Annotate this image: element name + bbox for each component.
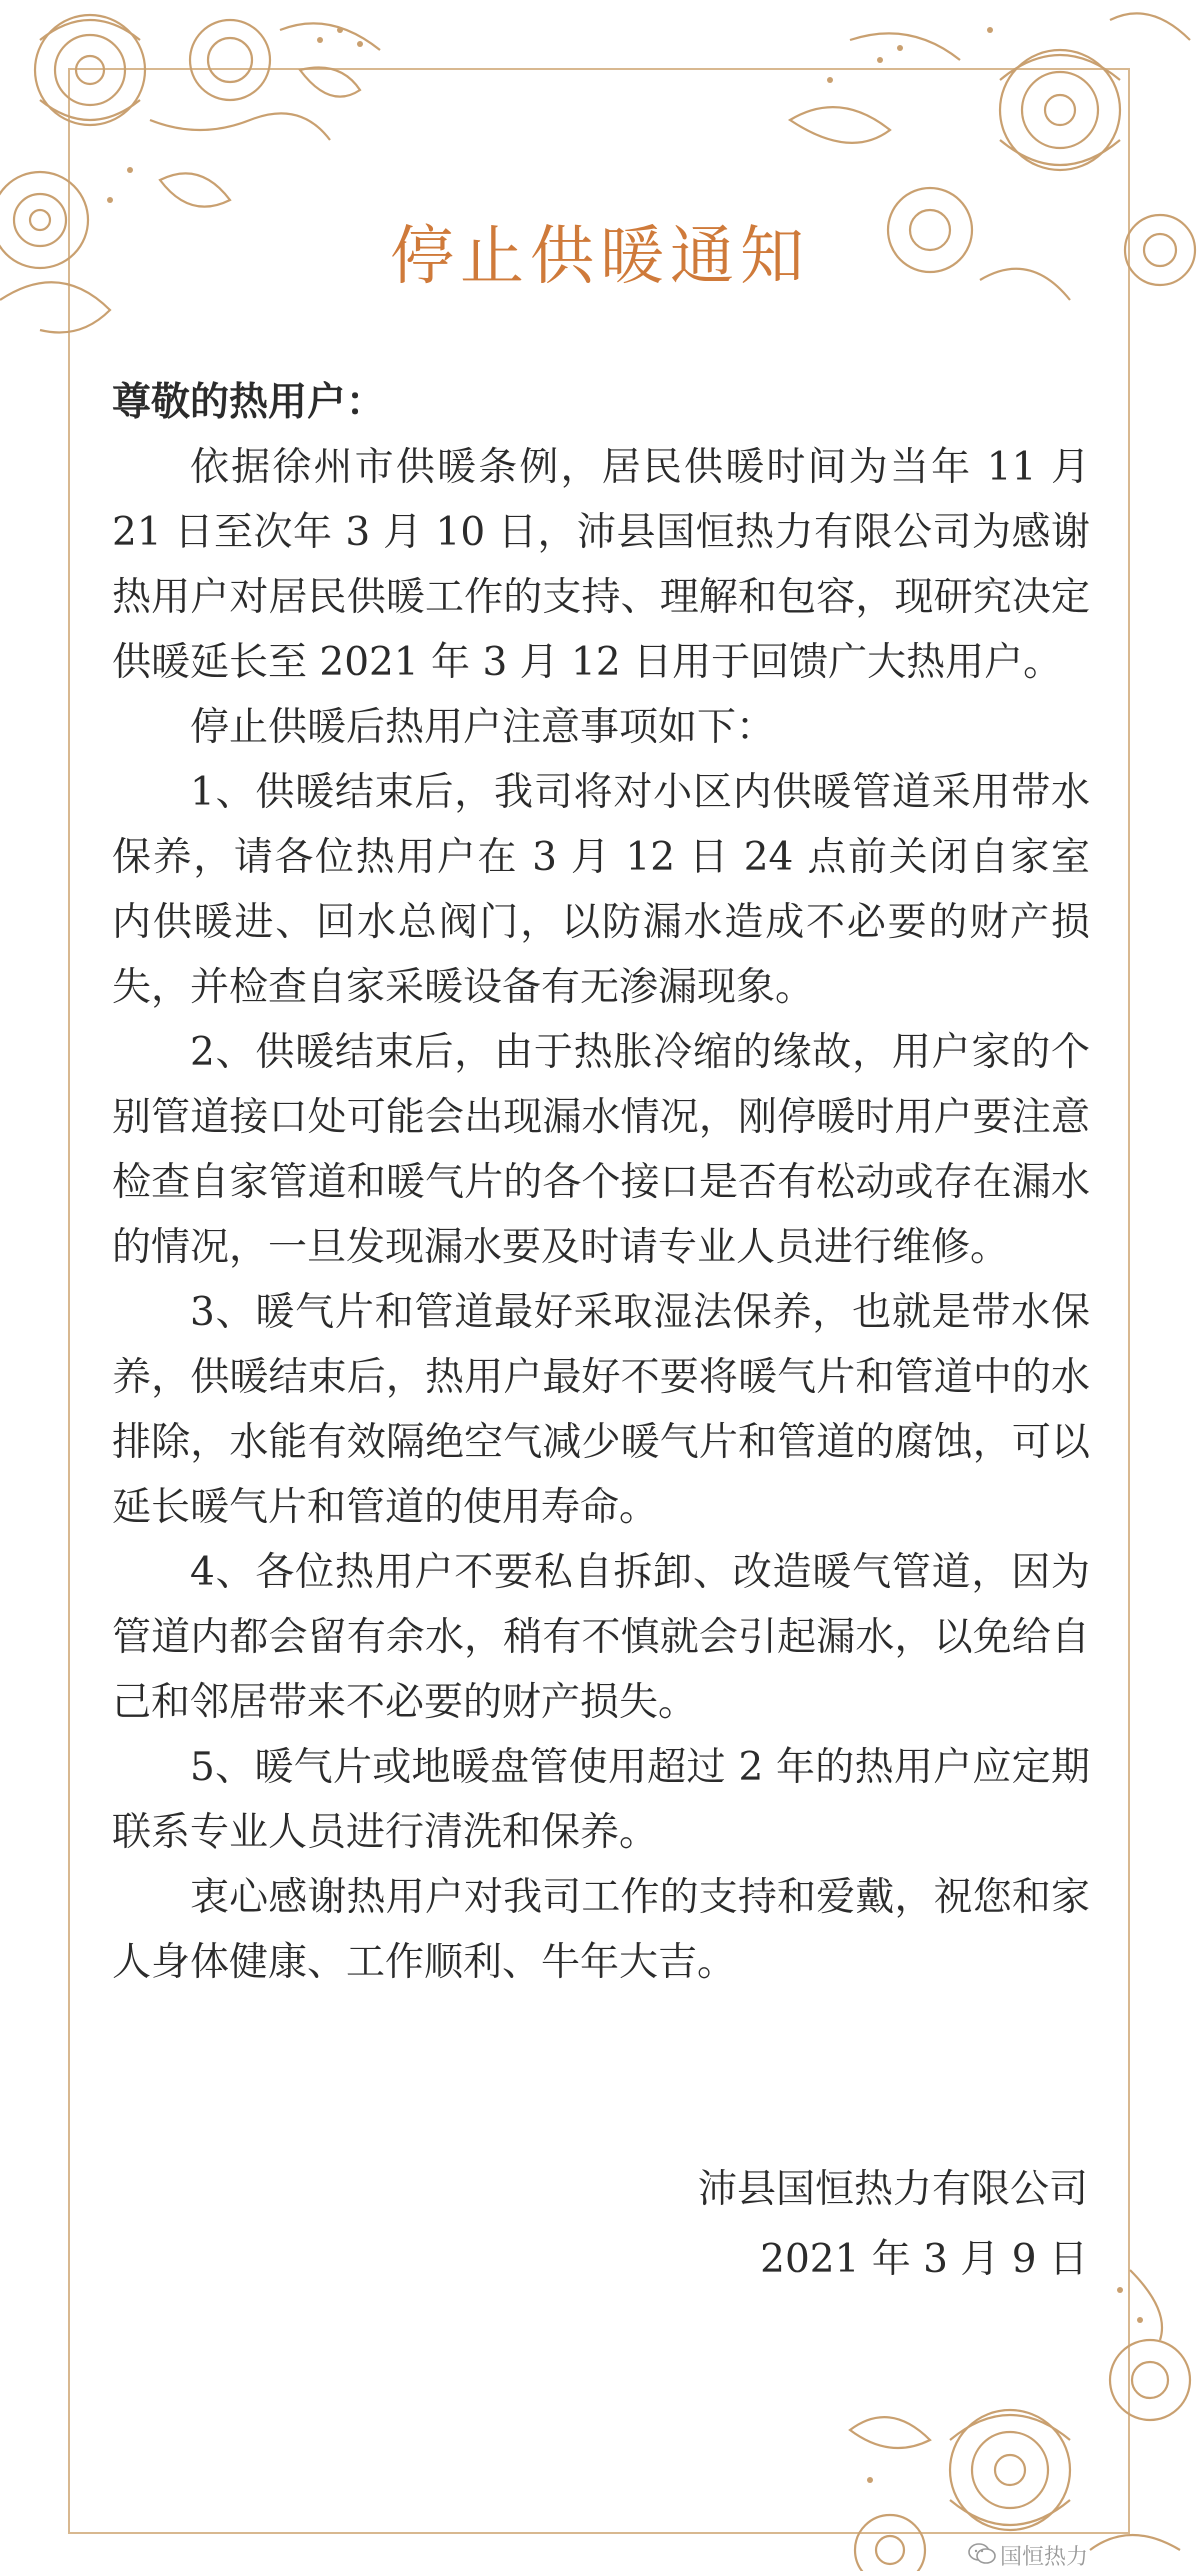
- note-item-5: 5、暖气片或地暖盘管使用超过 2 年的热用户应定期联系专业人员进行清洗和保养。: [112, 1745, 1090, 1855]
- note-item-2: 2、供暖结束后，由于热胀冷缩的缘故，用户家的个别管道接口处可能会出现漏水情况，刚停暖时用户要注意检查自家管道和暖气片的各个接口是否有松动或存在漏水的情况，一旦发现漏水要及时请专业人员进行维修。: [112, 1030, 1090, 1270]
- notice-title: 停止供暖通知: [390, 220, 810, 294]
- company-name: 沛县国恒热力有限公司: [697, 2167, 1088, 2212]
- watermark-text: 国恒热力: [1000, 2545, 1089, 2570]
- intro-paragraph: 依据徐州市供暖条例，居民供暖时间为当年 11 月 21 日至次年 3 月 10 日，沛县国恒热力有限公司为感谢热用户对居民供暖工作的支持、理解和包容，现研究决定供暖延长至 2021 年 3 月 12 日用于回馈广大热用户。: [112, 445, 1090, 685]
- notice-body: [112, 370, 1090, 1995]
- notes-heading: 停止供暖后热用户注意事项如下：: [190, 705, 776, 750]
- wechat-icon: [968, 2543, 996, 2565]
- notice-date: 2021 年 3 月 9 日: [760, 2237, 1088, 2282]
- floral-ornament-top-left: [0, 0, 470, 370]
- note-item-1: 1、供暖结束后，我司将对小区内供暖管道采用带水保养，请各位热用户在 3 月 12 日 24 点前关闭自家室内供暖进、回水总阀门，以防漏水造成不必要的财产损失，并检查自家采暖设备有无渗漏现象。: [112, 770, 1090, 1010]
- signature-block: [698, 2155, 1088, 2295]
- greeting: 尊敬的热用户：: [112, 379, 386, 425]
- note-item-4: 4、各位热用户不要私自拆卸、改造暖气管道，因为管道内都会留有余水，稍有不慎就会引起漏水，以免给自己和邻居带来不必要的财产损失。: [112, 1550, 1090, 1725]
- closing-paragraph: 衷心感谢热用户对我司工作的支持和爱戴，祝您和家人身体健康、工作顺利、牛年大吉。: [112, 1875, 1090, 1985]
- note-item-3: 3、暖气片和管道最好采取湿法保养，也就是带水保养，供暖结束后，热用户最好不要将暖气片和管道中的水排除，水能有效隔绝空气减少暖气片和管道的腐蚀，可以延长暖气片和管道的使用寿命。: [112, 1290, 1090, 1530]
